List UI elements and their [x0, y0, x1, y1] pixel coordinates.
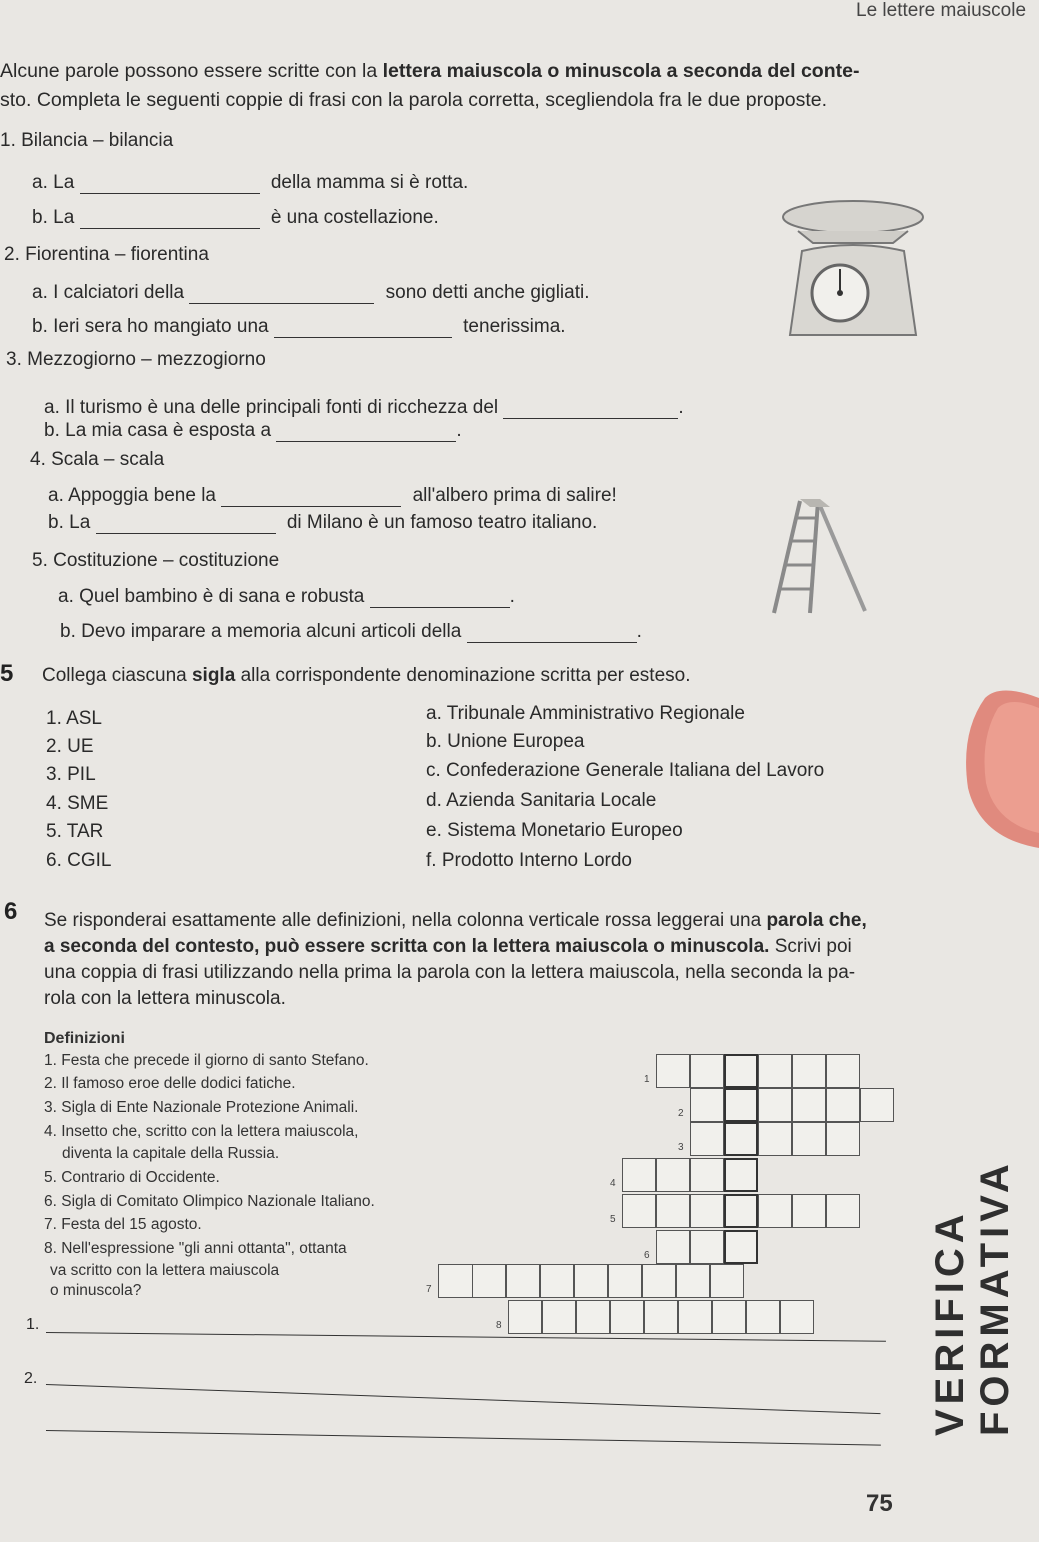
crossword-cell[interactable]	[656, 1230, 690, 1264]
fullname-item-a[interactable]: a. Tribunale Amministrativo Regionale	[426, 703, 745, 724]
ex5-instruction: Collega ciascuna sigla alla corrispondente denominazione scritta per esteso.	[42, 665, 691, 686]
crossword-cell[interactable]	[506, 1264, 540, 1298]
definition-1: 1. Festa che precede il giorno di santo Stefano.	[44, 1052, 369, 1069]
crossword-cell[interactable]	[724, 1194, 758, 1228]
definition-8: 8. Nell'espressione "gli anni ottanta", ottanta	[44, 1240, 347, 1257]
answer-blank[interactable]	[276, 423, 456, 442]
crossword-cell[interactable]	[724, 1054, 758, 1088]
crossword-cell[interactable]	[642, 1264, 676, 1298]
crossword-cell[interactable]	[826, 1054, 860, 1088]
group-1-a: a. La della mamma si è rotta.	[32, 172, 469, 193]
ex6-line4: rola con la lettera minuscola.	[44, 988, 286, 1009]
crossword-cell[interactable]	[758, 1054, 792, 1088]
crossword-cell[interactable]	[542, 1300, 576, 1334]
group-4-a: a. Appoggia bene la all'albero prima di salire!	[48, 485, 617, 506]
abbr-item-5[interactable]: 5. TAR	[46, 821, 104, 842]
group-3-title: 3. Mezzogiorno – mezzogiorno	[6, 349, 266, 370]
group-2-a: a. I calciatori della sono detti anche gigliati.	[32, 282, 590, 303]
definition-2: 2. Il famoso eroe delle dodici fatiche.	[44, 1075, 296, 1092]
definition-6: 6. Sigla di Comitato Olimpico Nazionale Italiano.	[44, 1193, 375, 1210]
answer-blank[interactable]	[80, 210, 260, 229]
answer-blank[interactable]	[96, 515, 276, 534]
crossword-cell[interactable]	[746, 1300, 780, 1334]
crossword-cell[interactable]	[780, 1300, 814, 1334]
fullname-item-c[interactable]: c. Confederazione Generale Italiana del Lavoro	[426, 760, 825, 781]
crossword-cell[interactable]	[710, 1264, 744, 1298]
group-1-title: 1. Bilancia – bilancia	[0, 130, 174, 151]
crossword-cell[interactable]	[826, 1088, 860, 1122]
group-1-b: b. La è una costellazione.	[32, 207, 439, 228]
crossword-cell[interactable]	[724, 1158, 758, 1192]
group-3-a: a. Il turismo è una delle principali fonti di ricchezza del .	[44, 397, 684, 418]
group-2-b: b. Ieri sera ho mangiato una tenerissima.	[32, 316, 566, 337]
crossword-cell[interactable]	[792, 1194, 826, 1228]
answer-blank[interactable]	[370, 589, 510, 608]
ex6-line3: una coppia di frasi utilizzando nella prima la parola con la lettera maiuscola, nella seconda la pa-	[44, 962, 856, 983]
page-number: 75	[866, 1490, 893, 1517]
crossword-cell[interactable]	[826, 1194, 860, 1228]
crossword-cell[interactable]	[678, 1300, 712, 1334]
crossword-clue-number: 7	[426, 1284, 432, 1295]
crossword-cell[interactable]	[656, 1194, 690, 1228]
answer-label-1: 1.	[26, 1316, 40, 1333]
crossword-cell[interactable]	[690, 1230, 724, 1264]
crossword-cell[interactable]	[792, 1122, 826, 1156]
answer-blank[interactable]	[80, 175, 260, 194]
crossword-clue-number: 3	[678, 1142, 684, 1153]
ex6-line1: Se risponderai esattamente alle definizioni, nella colonna verticale rossa leggerai una parola che,	[44, 910, 867, 931]
abbr-item-2[interactable]: 2. UE	[46, 736, 94, 757]
answer-line-3[interactable]	[46, 1430, 881, 1446]
fullname-item-b[interactable]: b. Unione Europea	[426, 731, 585, 752]
ex4-intro-line2: sto. Completa le seguenti coppie di frasi con la parola corretta, scegliendola fra le due proposte.	[0, 89, 828, 111]
crossword-cell[interactable]	[826, 1122, 860, 1156]
crossword-cell[interactable]	[574, 1264, 608, 1298]
group-5-b: b. Devo imparare a memoria alcuni articoli della .	[60, 621, 642, 642]
group-4-title: 4. Scala – scala	[30, 449, 165, 470]
crossword-clue-number: 6	[644, 1250, 650, 1261]
answer-blank[interactable]	[189, 285, 374, 304]
answer-blank[interactable]	[221, 488, 401, 507]
abbr-item-3[interactable]: 3. PIL	[46, 764, 96, 785]
group-5-a: a. Quel bambino è di sana e robusta .	[58, 586, 515, 607]
crossword-cell[interactable]	[724, 1230, 758, 1264]
crossword-cell[interactable]	[610, 1300, 644, 1334]
crossword-clue-number: 2	[678, 1108, 684, 1119]
crossword-cell[interactable]	[508, 1300, 542, 1334]
crossword-cell[interactable]	[724, 1122, 758, 1156]
crossword-cell[interactable]	[758, 1088, 792, 1122]
crossword-cell[interactable]	[656, 1054, 690, 1088]
crossword-cell[interactable]	[608, 1264, 642, 1298]
crossword-cell[interactable]	[860, 1088, 894, 1122]
side-label-verifica-formativa: VERIFICA FORMATIVA	[928, 1159, 1017, 1436]
definition-8-cont2: o minuscola?	[50, 1282, 142, 1299]
group-3-b: b. La mia casa è esposta a .	[44, 420, 462, 441]
crossword-cell[interactable]	[690, 1158, 724, 1192]
crossword-cell[interactable]	[690, 1194, 724, 1228]
crossword-cell[interactable]	[472, 1264, 506, 1298]
ladder-illustration	[770, 493, 880, 618]
ex6-number: 6	[4, 898, 18, 925]
abbr-item-6[interactable]: 6. CGIL	[46, 850, 112, 871]
definition-3: 3. Sigla di Ente Nazionale Protezione Animali.	[44, 1099, 359, 1116]
definition-7: 7. Festa del 15 agosto.	[44, 1216, 202, 1233]
crossword-cell[interactable]	[690, 1088, 724, 1122]
crossword-cell[interactable]	[622, 1194, 656, 1228]
ex5-number: 5	[0, 660, 14, 687]
answer-blank[interactable]	[274, 319, 452, 338]
crossword-cell[interactable]	[644, 1300, 678, 1334]
group-2-title: 2. Fiorentina – fiorentina	[4, 244, 209, 265]
crossword-cell[interactable]	[712, 1300, 746, 1334]
ex4-intro-line1: Alcune parole possono essere scritte con la lettera maiuscola o minuscola a seconda del conte-	[0, 60, 860, 82]
crossword-cell[interactable]	[690, 1122, 724, 1156]
answer-blank[interactable]	[467, 624, 637, 643]
definition-8-cont: va scritto con la lettera maiuscola	[50, 1262, 280, 1279]
crossword-cell[interactable]	[656, 1158, 690, 1192]
crossword-cell[interactable]	[540, 1264, 574, 1298]
crossword-clue-number: 4	[610, 1178, 616, 1189]
crossword-cell[interactable]	[622, 1158, 656, 1192]
definition-5: 5. Contrario di Occidente.	[44, 1169, 220, 1186]
answer-label-2: 2.	[24, 1370, 38, 1387]
crossword-cell[interactable]	[758, 1194, 792, 1228]
fullname-item-d[interactable]: d. Azienda Sanitaria Locale	[426, 790, 657, 811]
group-5-title: 5. Costituzione – costituzione	[32, 550, 280, 571]
crossword-cell[interactable]	[576, 1300, 610, 1334]
crossword-clue-number: 5	[610, 1214, 616, 1225]
definition-4-cont: diventa la capitale della Russia.	[62, 1145, 280, 1162]
crossword-cell[interactable]	[724, 1088, 758, 1122]
fullname-item-f[interactable]: f. Prodotto Interno Lordo	[426, 850, 632, 871]
page-header: Le lettere maiuscole	[856, 0, 1027, 21]
group-4-b: b. La di Milano è un famoso teatro italiano.	[48, 512, 598, 533]
abbr-item-1[interactable]: 1. ASL	[46, 708, 102, 729]
crossword-cell[interactable]	[792, 1088, 826, 1122]
crossword-cell[interactable]	[690, 1054, 724, 1088]
crossword-cell[interactable]	[676, 1264, 710, 1298]
ex6-line2: a seconda del contesto, può essere scritta con la lettera maiuscola o minuscola. Scrivi poi	[44, 936, 852, 957]
answer-blank[interactable]	[503, 400, 678, 419]
definitions-title: Definizioni	[44, 1030, 125, 1047]
definition-4: 4. Insetto che, scritto con la lettera maiuscola,	[44, 1123, 359, 1140]
finger-shadow	[940, 688, 1039, 848]
crossword-cell[interactable]	[758, 1122, 792, 1156]
answer-line-2[interactable]	[46, 1384, 881, 1414]
abbr-item-4[interactable]: 4. SME	[46, 793, 109, 814]
crossword-cell[interactable]	[792, 1054, 826, 1088]
crossword-clue-number: 8	[496, 1320, 502, 1331]
crossword-clue-number: 1	[644, 1074, 650, 1085]
kitchen-scale-illustration	[778, 195, 928, 345]
fullname-item-e[interactable]: e. Sistema Monetario Europeo	[426, 820, 683, 841]
